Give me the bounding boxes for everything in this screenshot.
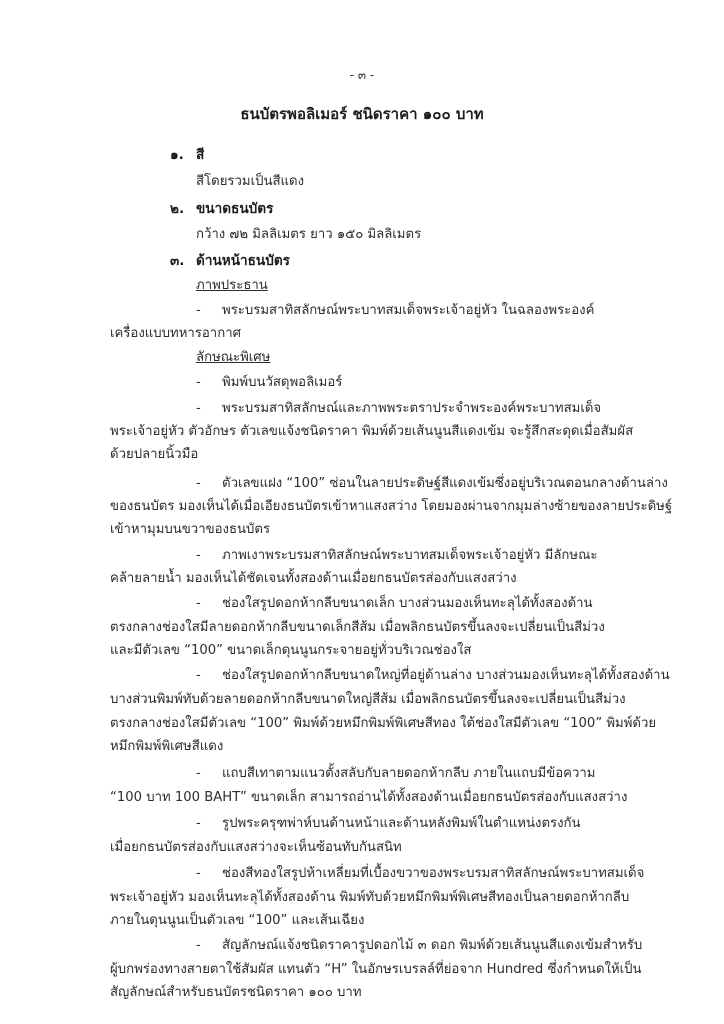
list-item: - ช่องสีทองใสรูปห้าเหลี่ยมที่เบื้องขวาของพระบรมสาทิสลักษณ์พระบาทสมเด็จ: [196, 866, 645, 881]
list-item-continuation: ภายในดุนนูนเป็นตัวเลข “100” และเส้นเฉียง: [110, 913, 365, 928]
list-item: - พระบรมสาทิสลักษณ์พระบาทสมเด็จพระเจ้าอยู่หัว ในฉลองพระองค์: [196, 301, 594, 321]
section-heading: [170, 199, 273, 219]
list-item: - พระบรมสาทิสลักษณ์และภาพพระตราประจำพระองค์พระบาทสมเด็จ: [196, 401, 602, 416]
section-title: ขนาดธนบัตร: [196, 201, 274, 217]
list-item: - แถบสีเทาตามแนวตั้งสลับกับลายดอกห้ากลีบ ภายในแถบมีข้อความ: [196, 766, 596, 781]
list-item: - พิมพ์บนวัสดุพอลิเมอร์: [196, 375, 343, 390]
list-item-continuation: คล้ายลายน้ำ มองเห็นได้ชัดเจนทั้งสองด้านเมื่อยกธนบัตรส่องกับแสงสว่าง: [110, 571, 517, 586]
list-item-continuation: ตรงกลางช่องใสมีลายดอกห้ากลีบขนาดเล็กสีส้ม เมื่อพลิกธนบัตรขึ้นลงจะเปลี่ยนเป็นสีม่วง: [110, 620, 605, 635]
list-item: - รูปพระครุฑพ่าห์บนด้านหน้าและด้านหลังพิมพ์ในตำแหน่งตรงกัน: [196, 816, 581, 831]
list-item-continuation: หมึกพิมพ์พิเศษสีแดง: [110, 739, 224, 754]
section-title: ด้านหน้าธนบัตร: [196, 253, 290, 269]
list-item-continuation: “100 บาท 100 BAHT” ขนาดเล็ก สามารถอ่านได้ทั้งสองด้านเมื่อยกธนบัตรส่องกับแสงสว่าง: [110, 790, 628, 805]
list-item-continuation: เครื่องแบบทหารอากาศ: [110, 326, 241, 341]
list-item-continuation: เมื่อยกธนบัตรส่องกับแสงสว่างจะเห็นซ้อนทับกันสนิท: [110, 840, 402, 855]
section-heading: [170, 145, 204, 165]
list-item: - ตัวเลขแฝง “100” ซ่อนในลายประดิษฐ์สีแดงเข้มซึ่งอยู่บริเวณตอนกลางด้านล่าง: [196, 476, 668, 491]
list-item-continuation: พระเจ้าอยู่หัว มองเห็นทะลุได้ทั้งสองด้าน พิมพ์ทับด้วยหมึกพิมพ์พิเศษสีทองเป็นลายดอกห้ากลีบ: [110, 890, 630, 905]
section-number: ๒.: [170, 201, 185, 217]
list-item-continuation: ผู้บกพร่องทางสายตาใช้สัมผัส แทนตัว “H” ในอักษรเบรลล์ที่ย่อจาก Hundred ซึ่งกำหนดให้เป็น: [110, 962, 642, 977]
list-item-continuation: ของธนบัตร มองเห็นได้เมื่อเอียงธนบัตรเข้าหาแสงสว่าง โดยมองผ่านจากมุมล่างซ้ายของลายประดิษฐ์: [110, 499, 673, 514]
subsection-heading: ภาพประธาน: [196, 278, 268, 293]
document-title: ธนบัตรพอลิเมอร์ ชนิดราคา ๑๐๐ บาท: [240, 105, 484, 123]
section-number: ๓.: [170, 253, 185, 269]
list-item: - ช่องใสรูปดอกห้ากลีบขนาดเล็ก บางส่วนมองเห็นทะลุได้ทั้งสองด้าน: [196, 596, 593, 611]
bullet-dash: -: [196, 303, 201, 318]
list-item-continuation: ด้วยปลายนิ้วมือ: [110, 447, 199, 462]
list-item: - ช่องใสรูปดอกห้ากลีบขนาดใหญ่ที่อยู่ด้านล่าง บางส่วนมองเห็นทะลุได้ทั้งสองด้าน: [196, 668, 670, 683]
section-body: สีโดยรวมเป็นสีแดง: [196, 174, 305, 189]
list-item: - ภาพเงาพระบรมสาทิสลักษณ์พระบาทสมเด็จพระเจ้าอยู่หัว มีลักษณะ: [196, 548, 598, 563]
list-item-continuation: พระเจ้าอยู่หัว ตัวอักษร ตัวเลขแจ้งชนิดราคา พิมพ์ด้วยเส้นนูนสีแดงเข้ม จะรู้สึกสะดุดเมื่อสัมผัส: [110, 424, 634, 439]
page-number: - ๓ -: [349, 68, 375, 82]
list-item: - สัญลักษณ์แจ้งชนิดราคารูปดอกไม้ ๓ ดอก พิมพ์ด้วยเส้นนูนสีแดงเข้มสำหรับ: [196, 938, 643, 953]
subsection-heading: ลักษณะพิเศษ: [196, 350, 271, 365]
list-item-continuation: เข้าหามุมบนขวาของธนบัตร: [110, 522, 271, 537]
section-body: กว้าง ๗๒ มิลลิเมตร ยาว ๑๕๐ มิลลิเมตร: [196, 227, 422, 242]
list-item-continuation: ตรงกลางช่องใสมีตัวเลข “100” พิมพ์ด้วยหมึกพิมพ์พิเศษสีทอง ใต้ช่องใสมีตัวเลข “100” พิมพ์ด้วย: [110, 716, 657, 731]
section-title: สี: [196, 147, 205, 163]
list-item-continuation: สัญลักษณ์สำหรับธนบัตรชนิดราคา ๑๐๐ บาท: [110, 985, 362, 1000]
section-heading: [170, 251, 290, 271]
section-number: ๑.: [170, 147, 184, 163]
list-item-continuation: และมีตัวเลข “100” ขนาดเล็กดุนนูนกระจายอยู่ทั่วบริเวณช่องใส: [110, 643, 472, 658]
list-item-continuation: บางส่วนพิมพ์ทับด้วยลายดอกห้ากลีบขนาดใหญ่สีส้ม เมื่อพลิกธนบัตรขึ้นลงจะเปลี่ยนเป็นสีม่วง: [110, 692, 626, 707]
